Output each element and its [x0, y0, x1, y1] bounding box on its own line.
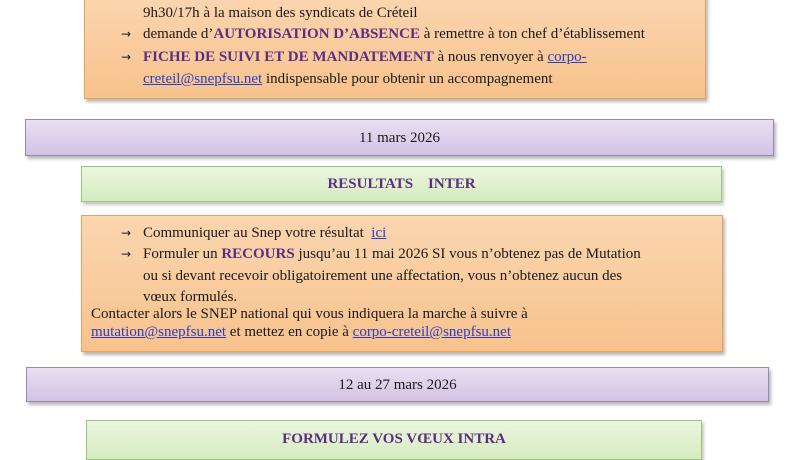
list-item-absence-request: → demande d’AUTORISATION D’ABSENCE à remettre à ton chef d’établissement — [121, 26, 645, 42]
date-banner-1: 11 mars 2026 — [25, 119, 774, 156]
email-link-corpo-part2[interactable]: creteil@snepfsu.net — [143, 71, 263, 87]
link-ici[interactable]: ici — [371, 225, 387, 241]
meeting-time-text: 9h30/17h à la maison des syndicats de Créteil — [143, 5, 418, 21]
section-title-text: RESULTATS INTER — [327, 176, 476, 192]
contact-text-line1: Contacter alors le SNEP national qui vous indiquera la marche à suivre à — [91, 306, 528, 322]
section-title-text: FORMULEZ VOS VŒUX INTRA — [282, 431, 506, 447]
section-title-results-inter — [81, 166, 722, 202]
list-item-recours: → Formuler un RECOURS jusqu’au 11 mai 2026 SI vous n’obtenez pas de Mutation — [121, 246, 641, 262]
email-link-corpo-creteil[interactable]: corpo-creteil@snepfsu.net — [352, 324, 511, 340]
section-title-voeux-intra — [86, 420, 702, 460]
right-arrow-icon: → — [121, 226, 132, 240]
recours-text-line2: ou si devant recevoir obligatoirement une affectation, vous n’obtenez aucun des — [143, 268, 623, 284]
list-item-tracking-form-cont: creteil@snepfsu.net indispensable pour obtenir un accompagnement — [143, 71, 553, 87]
email-link-mutation[interactable]: mutation@snepfsu.net — [91, 324, 227, 340]
right-arrow-icon: → — [121, 247, 132, 261]
right-arrow-icon: → — [121, 27, 132, 41]
recours-text-line3: vœux formulés. — [143, 289, 238, 305]
list-item-tracking-form: → FICHE DE SUIVI ET DE MANDATEMENT à nous renvoyer à corpo- — [121, 49, 587, 65]
email-link-corpo-part1[interactable]: corpo- — [547, 49, 587, 65]
list-item-communicate: → Communiquer au Snep votre résultat ici — [121, 225, 387, 241]
right-arrow-icon: → — [121, 50, 132, 64]
date-banner-2: 12 au 27 mars 2026 — [26, 367, 769, 402]
contact-text-line2: mutation@snepfsu.net et mettez en copie à corpo-creteil@snepfsu.net — [91, 324, 511, 340]
